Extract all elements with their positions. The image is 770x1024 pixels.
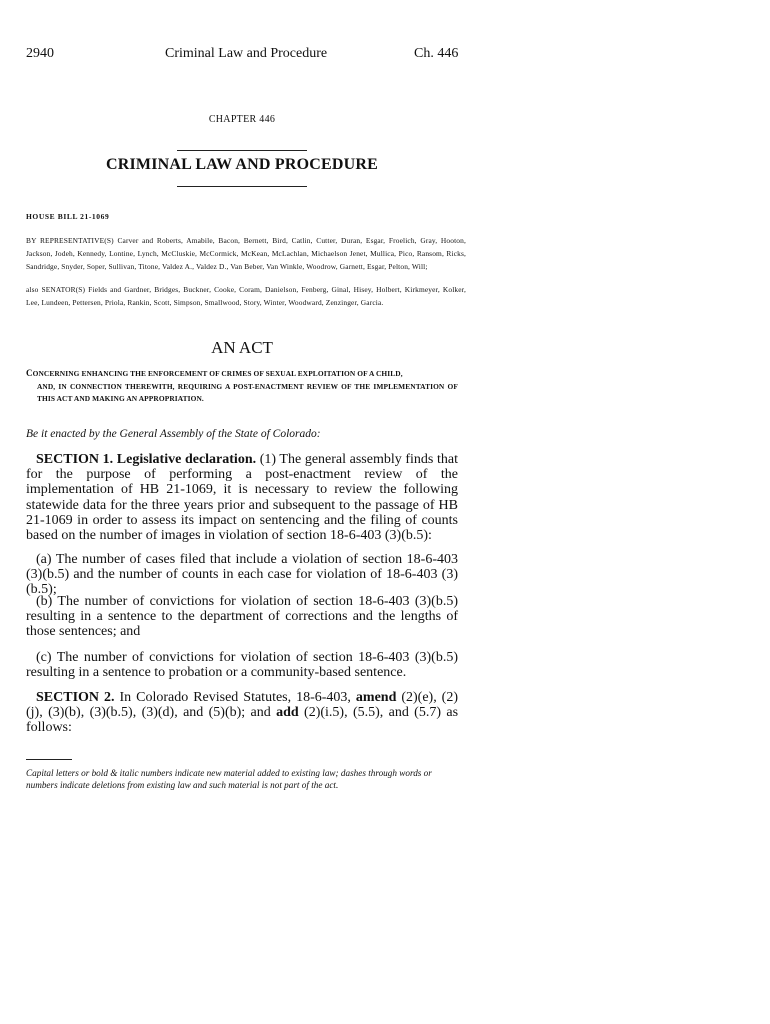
section-1-text: (1) The general assembly finds that for the purpose of performing a post-enactment review of the implementation of HB 21-1069, it is necessary to review the following statewide data for the three years prior and subsequent to the passage of HB 21-1069 in order to assess its impact on sentencing and the filing of counts based on the number of images in violation of section 18-6-403 (3)(b.5): bbox=[26, 452, 458, 544]
footnote-rule bbox=[26, 759, 72, 760]
bill-number: HOUSE BILL 21-1069 bbox=[26, 212, 110, 221]
section-2-add: add bbox=[276, 705, 299, 721]
footnote: Capital letters or bold & italic numbers indicate new material added to existing law; dashes through words or numbers indicate deletions from existing law and such material is not part of the act. bbox=[26, 768, 432, 791]
paragraph-c-text: (c) The number of convictions for violation of section 18-6-403 (3)(b.5) resulting in a sentence to probation or a community-based sentence. bbox=[26, 650, 458, 681]
act-heading: AN ACT bbox=[211, 338, 273, 357]
paragraph-a-text: (a) The number of cases filed that include a violation of section 18-6-403 (3)(b.5) and the number of counts in each case for violation of 18-6-403 (3)(b.5); bbox=[26, 552, 458, 598]
section-2 bbox=[26, 690, 458, 736]
paragraph-b-text: (b) The number of convictions for violation of section 18-6-403 (3)(b.5) resulting in a sentence to the department of corrections and the lengths of those sentences; and bbox=[26, 594, 458, 640]
section-1-heading: Legislative declaration. bbox=[116, 452, 257, 467]
concerning-line1: ONCERNING ENHANCING THE ENFORCEMENT OF CRIMES OF SEXUAL EXPLOITATION OF A CHILD, bbox=[32, 369, 403, 378]
concerning-clause bbox=[26, 367, 458, 406]
chapter-label: CHAPTER 446 bbox=[208, 114, 276, 125]
concerning-first-letter: C bbox=[26, 368, 33, 378]
senator-sponsors: also SENATOR(S) Fields and Gardner, Bridges, Buckner, Cooke, Coram, Danielson, Fenberg, Ginal, Hisey, Holbert, Kirkmeyer, Kolker, Lee, Lundeen, Pettersen, Priola, Rankin, Scott, Simpson, Smallwood, Story, Winter, Woodward, Zenzinger, Garcia. bbox=[26, 285, 466, 307]
section-2-text-middle: (2)(e), (2)(j), (3)(b), (3)(b.5), (3)(d), and (5)(b); and bbox=[26, 690, 459, 721]
section-1-label: SECTION 1. bbox=[36, 452, 114, 467]
section-2-amend: amend bbox=[355, 690, 397, 705]
paragraph-c bbox=[26, 650, 458, 680]
page-number: 2940 bbox=[26, 46, 54, 61]
section-2-text-before: In Colorado Revised Statutes, 18-6-403, bbox=[119, 690, 351, 705]
section-1 bbox=[26, 452, 458, 543]
title-rule-top bbox=[177, 150, 307, 151]
chapter-reference: Ch. 446 bbox=[414, 46, 459, 61]
running-title: Criminal Law and Procedure bbox=[165, 46, 328, 61]
section-2-text-after: (2)(i.5), (5.5), and (5.7) as follows: bbox=[26, 705, 459, 736]
paragraph-b bbox=[26, 594, 458, 640]
enacting-clause: Be it enacted by the General Assembly of the State of Colorado: bbox=[26, 428, 321, 440]
section-2-label: SECTION 2. bbox=[36, 690, 115, 705]
paragraph-a bbox=[26, 552, 458, 598]
title-rule-bottom bbox=[177, 186, 307, 187]
representative-sponsors: BY REPRESENTATIVE(S) Carver and Roberts, Amabile, Bacon, Bernett, Bird, Catlin, Cutter, Duran, Esgar, Froelich, Gray, Hooton, Jackson, Jodeh, Kennedy, Lontine, Lynch, McCluskie, McCormick, McKean, McLachlan, Michaelson Jenet, Mullica, Pico, Ransom, Ricks, Sandridge, Snyder, Soper, Sullivan, Titone, Valdez A., Valdez D., Van Beber, Van Winkle, Woodrow, Garnett, Esgar, Pelton, Will; bbox=[26, 236, 466, 271]
main-title: CRIMINAL LAW AND PROCEDURE bbox=[105, 156, 379, 173]
concerning-rest: AND, IN CONNECTION THEREWITH, REQUIRING A POST-ENACTMENT REVIEW OF THE IMPLEMENTATION OF THIS ACT AND MAKING AN APPROPRIATION. bbox=[37, 381, 458, 404]
